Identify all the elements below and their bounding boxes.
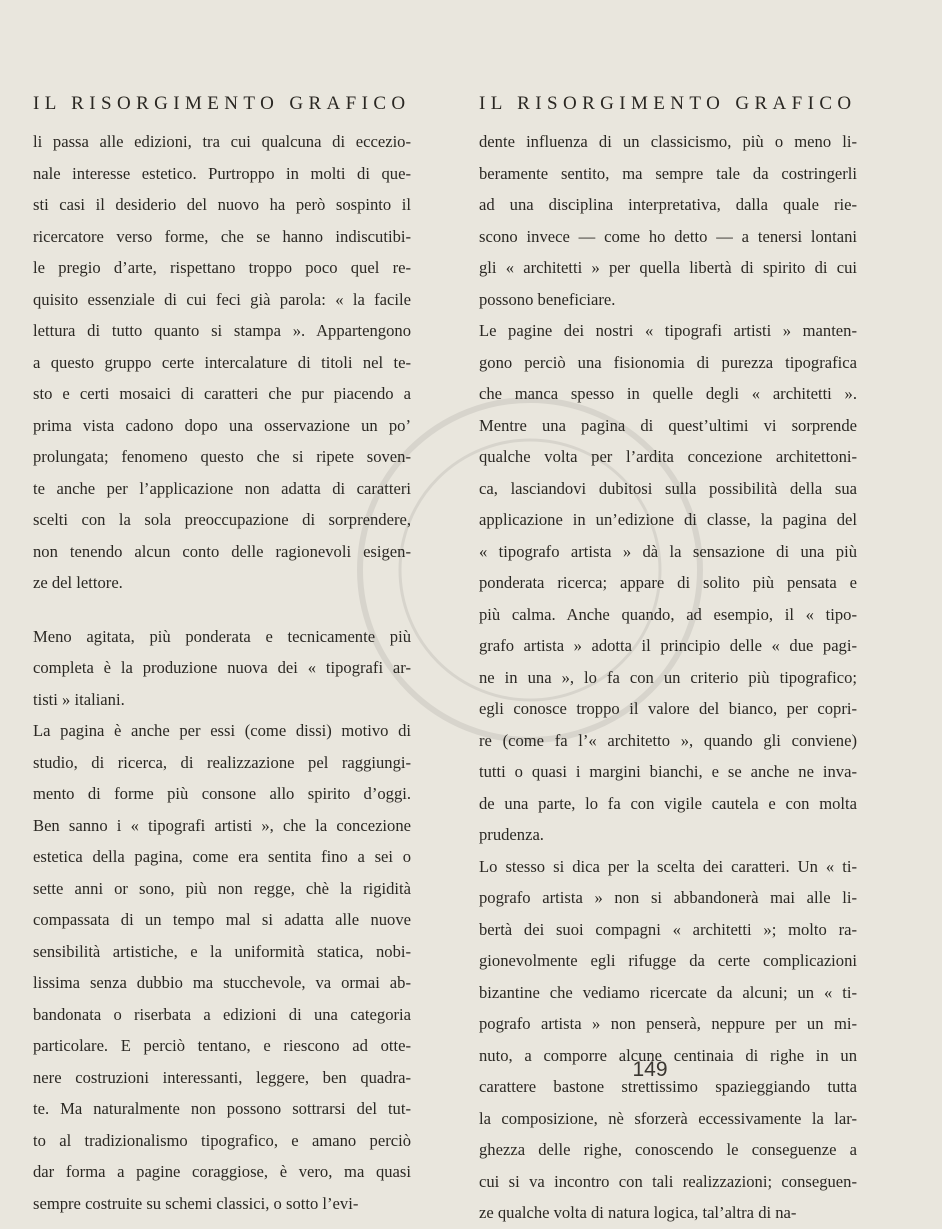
text-line: pografo artista » non penserà, neppure per un mi-	[479, 1014, 857, 1033]
paragraph	[33, 715, 411, 1219]
text-line: tutti o quasi i margini bianchi, e se anche ne inva-	[479, 762, 857, 781]
text-line: ad una disciplina interpretativa, dalla quale rie-	[479, 195, 857, 214]
text-line: Meno agitata, più ponderata e tecnicamente più	[33, 626, 411, 646]
text-line: completa è la produzione nuova dei « tipografi ar-	[33, 658, 411, 677]
text-line: possono beneficiare.	[479, 289, 616, 309]
text-line: scono invece — come ho detto — a tenersi lontani	[479, 226, 857, 246]
text-line: sto e certi mosaici di caratteri che pur piacendo a	[33, 384, 411, 403]
text-line: « tipografo artista » dà la sensazione di una più	[479, 541, 857, 561]
text-line: pografo artista » non si abbandonerà mai alle li-	[479, 888, 857, 907]
text-line: scelti con la sola preoccupazione di sorprendere,	[33, 510, 411, 529]
paragraph	[479, 851, 857, 1229]
text-line: dar forma a pagine coraggiose, è vero, ma quasi	[33, 1162, 411, 1181]
text-line: bertà dei suoi compagni « architetti »; molto ra-	[479, 919, 857, 939]
text-line: gono perciò una fisionomia di purezza tipografica	[479, 352, 857, 372]
text-line: prudenza.	[479, 825, 544, 844]
paragraph	[33, 621, 411, 716]
text-line: lettura di tutto quanto si stampa ». Appartengono	[33, 321, 411, 340]
text-line: ricercatore verso forme, che se hanno indiscutibi-	[33, 226, 411, 246]
text-line: gionevolmente egli rifugge da certe complicazioni	[479, 951, 857, 970]
text-line: ze qualche volta di natura logica, tal’altra di na-	[479, 1203, 797, 1222]
text-line: beramente sentito, ma sempre tale da costringerli	[479, 163, 857, 183]
text-line: prolungata; fenomeno questo che si ripete soven-	[33, 447, 411, 466]
text-line: ze del lettore.	[33, 573, 123, 592]
left-column	[33, 92, 411, 1219]
text-line: sti casi il desiderio del nuovo ha però sospinto il	[33, 195, 411, 214]
paragraph-gap	[33, 599, 411, 621]
text-line: re (come fa l’« architetto », quando gli conviene)	[479, 730, 857, 750]
text-line: nere costruzioni interessanti, leggere, ben quadra-	[33, 1067, 411, 1087]
text-line: nuto, a comporre alcune centinaia di righe in un	[479, 1045, 857, 1065]
text-line: lissima senza dubbio ma stucchevole, va ormai ab-	[33, 973, 411, 992]
text-line: Le pagine dei nostri « tipografi artisti » manten-	[479, 321, 857, 340]
text-line: te anche per l’applicazione non adatta di caratteri	[33, 478, 411, 498]
text-line: dente influenza di un classicismo, più o meno li-	[479, 132, 857, 151]
text-line: ponderata ricerca; appare di solito più pensata e	[479, 573, 857, 592]
text-line: estetica della pagina, come era sentita fino a sei o	[33, 847, 411, 866]
text-line: più calma. Anche quando, ad esempio, il « tipo-	[479, 604, 857, 624]
text-line: gli « architetti » per quella libertà di spirito di cui	[479, 258, 857, 277]
text-line: studio, di ricerca, di realizzazione pel raggiungi-	[33, 752, 411, 772]
paragraph	[479, 126, 857, 315]
text-line: tisti » italiani.	[33, 689, 125, 709]
text-line: bizantine che vediamo ricercate da alcuni; un « ti-	[479, 982, 857, 1002]
text-line: ghezza delle righe, conoscendo le conseguenze a	[479, 1140, 857, 1159]
text-line: quisito essenziale di cui feci già parola: « la facile	[33, 289, 411, 309]
text-line: nale interesse estetico. Purtroppo in molti di que-	[33, 163, 411, 183]
text-line: ca, lasciandovi dubitosi sulla possibilità della sua	[479, 478, 857, 498]
text-line: de una parte, lo fa con vigile cautela e con molta	[479, 793, 857, 813]
text-line: egli conosce troppo il valore del bianco, per copri-	[479, 699, 857, 718]
paragraph	[33, 126, 411, 599]
text-line: carattere bastone strettissimo spazieggiando tutta	[479, 1077, 857, 1096]
text-line: a questo gruppo certe intercalature di titoli nel te-	[33, 352, 411, 372]
left-column-body	[33, 126, 411, 1219]
text-line: mento di forme più consone allo spirito d’oggi.	[33, 784, 411, 803]
text-line: compassata di un tempo mal si adatta alle nuove	[33, 910, 411, 929]
page-number: 149	[632, 1058, 668, 1081]
paragraph	[479, 315, 857, 851]
text-line: li passa alle edizioni, tra cui qualcuna di eccezio-	[33, 132, 411, 151]
text-line: La pagina è anche per essi (come dissi) motivo di	[33, 721, 411, 740]
text-line: to al tradizionalismo tipografico, e amano perciò	[33, 1130, 411, 1150]
text-line: prima vista cadono dopo una osservazione un po’	[33, 415, 411, 435]
text-line: grafo artista » adotta il principio delle « due pagi-	[479, 636, 857, 655]
text-line: la composizione, nè sforzerà eccessivamente la lar-	[479, 1108, 857, 1128]
text-line: qualche volta per l’ardita concezione architettoni-	[479, 447, 857, 466]
text-line: che manca spesso in quelle degli « architetti ».	[479, 384, 857, 403]
text-line: le pregio d’arte, rispettano troppo poco quel re-	[33, 258, 411, 277]
text-line: te. Ma naturalmente non possono sottrarsi del tut-	[33, 1099, 411, 1118]
running-header-right: IL RISORGIMENTO GRAFICO	[479, 93, 857, 114]
text-line: sensibilità artistiche, e la uniformità statica, nobi-	[33, 941, 411, 961]
text-line: Ben sanno i « tipografi artisti », che la concezione	[33, 815, 411, 835]
running-header-left: IL RISORGIMENTO GRAFICO	[33, 93, 411, 114]
text-line: sempre costruite su schemi classici, o sotto l’evi-	[33, 1193, 359, 1213]
text-line: applicazione in un’edizione di classe, la pagina del	[479, 510, 857, 529]
text-line: Lo stesso si dica per la scelta dei caratteri. Un « ti-	[479, 856, 857, 876]
text-line: Mentre una pagina di quest’ultimi vi sorprende	[479, 415, 857, 435]
text-line: ne in una », lo fa con un criterio più tipografico;	[479, 667, 857, 687]
text-line: bandonata o riserbata a edizioni di una categoria	[33, 1004, 411, 1024]
text-line: particolare. E perciò tentano, e riescono ad otte-	[33, 1036, 411, 1055]
text-line: cui si va incontro con tali realizzazioni; conseguen-	[479, 1171, 857, 1191]
text-line: non tenendo alcun conto delle ragionevoli esigen-	[33, 541, 411, 561]
text-line: sette anni or sono, più non regge, chè la rigidità	[33, 878, 411, 898]
